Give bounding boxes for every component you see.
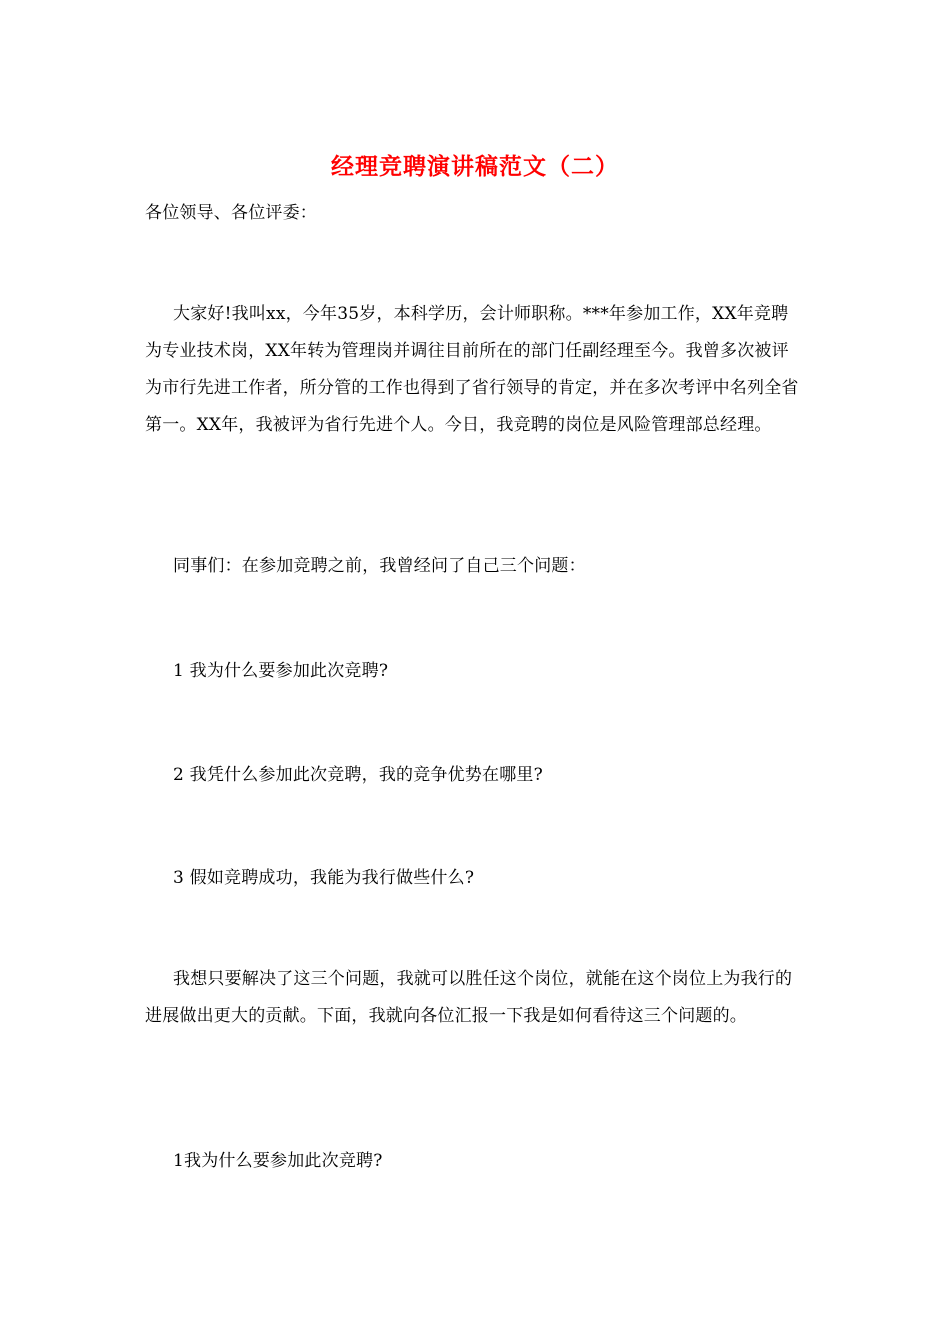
- paragraph-introduction: 大家好!我叫xx，今年35岁，本科学历，会计师职称。***年参加工作，XX年竞聘为专业技术岗，XX年转为管理岗并调往目前所在的部门任副经理至今。我曾多次被评为市行先进工作者，所分管的工作也得到了省行领导的肯定，并在多次考评中名列全省第一。XX年，我被评为省行先进个人。今日，我竞聘的岗位是风险管理部总经理。: [145, 304, 799, 435]
- section-heading-1: 1我为什么要参加此次竞聘?: [173, 1151, 383, 1171]
- paragraph-summary: 我想只要解决了这三个问题，我就可以胜任这个岗位，就能在这个岗位上为我行的进展做出更大的贡献。下面，我就向各位汇报一下我是如何看待这三个问题的。: [145, 969, 793, 1026]
- question-item-2: 2 我凭什么参加此次竞聘，我的竞争优势在哪里?: [173, 765, 543, 785]
- question-item-1: 1 我为什么要参加此次竞聘?: [173, 661, 389, 681]
- paragraph-questions-intro: 同事们：在参加竞聘之前，我曾经问了自己三个问题：: [173, 556, 586, 576]
- document-title: 经理竞聘演讲稿范文（二）: [331, 153, 619, 180]
- salutation: 各位领导、各位评委：: [145, 203, 317, 223]
- question-item-3: 3 假如竞聘成功，我能为我行做些什么?: [173, 868, 475, 888]
